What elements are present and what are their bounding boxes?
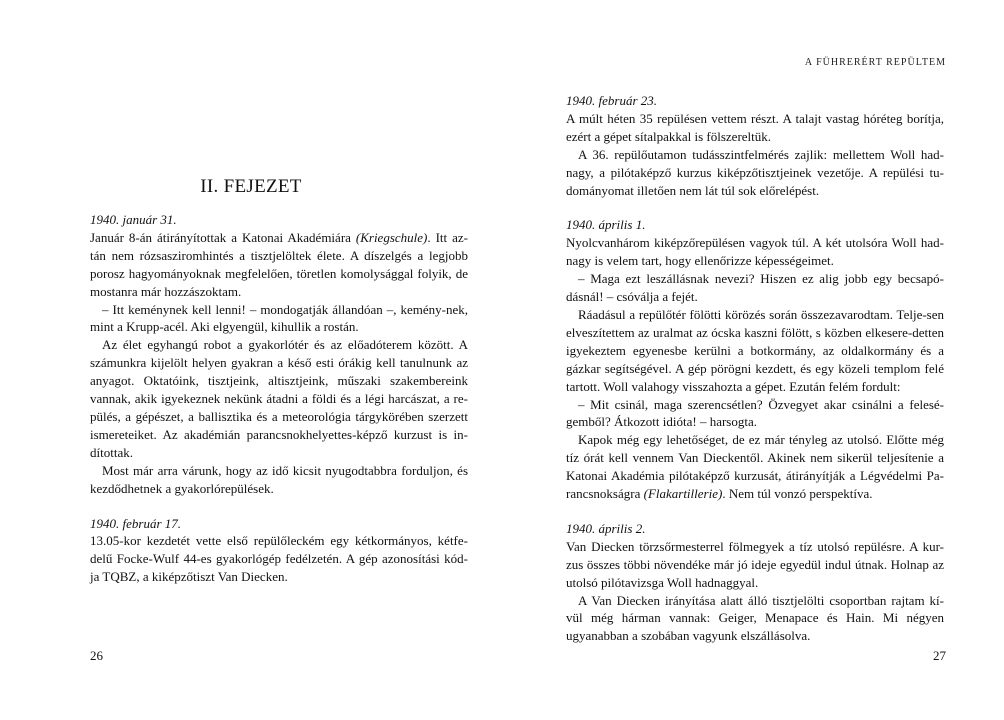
entry-date: 1940. február 17.	[90, 515, 181, 531]
paragraph: – Itt keménynek kell lenni! – mondogatják állandóan –, kemény-nek, mint a Krupp-acél. Aki elgyengül, kihullik a rostán.	[90, 301, 468, 335]
italic-term: (Flakartillerie)	[643, 486, 723, 502]
paragraph: Az élet egyhangú robot a gyakorlótér és az előadóterem között. A számunkra kijelölt helyen gyakran a késő esti órákig kell tanulnunk az anyagot. Oktatóink, tisztjeink, altisztjeink, műszaki szakembereink vannak, akik igyekeznek nekünk átadni a földi és a légi harcászat, a re-pülés, a gépészet, a ballisztika és a meteorológia tárgykörében szerzett ismereteiket. Az akadémián parancsnokhelyettes-képző kurzust is in-dítottak.	[90, 337, 468, 460]
paragraph: Nyolcvanhárom kiképzőrepülésen vagyok túl. A két utolsóra Woll had-nagy is velem tart, hogy ellenőrizze képességeimet.	[566, 235, 944, 269]
diary-entry	[566, 216, 944, 503]
right-page	[502, 0, 1004, 720]
paragraph: Van Diecken törzsőrmesterrel fölmegyek a tíz utolsó repülésre. A kur-zus összes többi növendéke már jó ideje egyedül indul útnak. Holnap az utolsó pilótavizsga Woll hadnaggyal.	[566, 538, 944, 590]
running-head: A FÜHRERÉRT REPÜLTEM	[804, 57, 946, 68]
page-number: 26	[90, 648, 103, 663]
right-text-column	[566, 92, 944, 662]
paragraph: – Mit csinál, maga szerencsétlen? Özvegyet akar csinálni a felesé-gemből? Átkozott idióta! – harsogta.	[566, 396, 944, 430]
chapter-title: II. FEJEZET	[200, 176, 302, 197]
paragraph: 13.05-kor kezdetét vette első repülőleckém egy kétkormányos, kétfe-delű Focke-Wulf 44-es gyakorlógép fedélzetén. A gép azonosítási kód-ja TQBZ, a kiképzőtiszt Van Diecken.	[90, 533, 468, 585]
paragraph: A múlt héten 35 repülésen vettem részt. A talajt vastag hóréteg borítja, ezért a gépet sítalpakkal is fölszereltük.	[566, 110, 944, 144]
paragraph: A 36. repülőutamon tudásszintfelmérés zajlik: mellettem Woll had-nagy, a pilótaképző kurzus kiképzőtisztjeinek vezetője. A repülési tu-dományomat illetően nem lát túl sok előrelépést.	[566, 146, 944, 198]
paragraph: Kapok még egy lehetőséget, de ez már tényleg az utolsó. Előtte még tíz órát kell vennem Van Dieckentől. Akinek nem sikerül teljesítenie a Katonai Akadémia pilótaképző kurzusát, átirányítják a Légvédelmi Pa-rancsnokságra (Flakartillerie). Nem túl vonzó perspektíva.	[566, 432, 944, 502]
entry-date: 1940. január 31.	[90, 212, 177, 227]
diary-entry	[90, 211, 468, 498]
paragraph: – Maga ezt leszállásnak nevezi? Hiszen ez alig jobb egy becsapó-dásnál! – csóválja a fejét.	[566, 271, 944, 305]
diary-entry	[566, 92, 944, 199]
paragraph: A Van Diecken irányítása alatt álló tisztjelölti csoportban rajtam kí-vül még hárman vannak: Geiger, Menapace és Hain. Mi négyen ugyanabban a szobában vagyunk elszállásolva.	[566, 592, 944, 644]
paragraph: Most már arra várunk, hogy az idő kicsit nyugodtabbra forduljon, és kezdődhetnek a gyakorlórepülések.	[90, 462, 468, 496]
diary-entry	[90, 515, 468, 587]
entry-date: 1940. február 23.	[566, 93, 657, 108]
entry-date: 1940. április 2.	[566, 520, 646, 536]
diary-entry	[566, 520, 944, 645]
italic-term: (Kriegschule)	[355, 229, 428, 245]
paragraph: Ráadásul a repülőtér fölötti körözés során összezavarodtam. Telje-sen elveszítettem az uralmat az ócska kaszni fölött, s közben elkesere-detten igyekeztem egyenesbe kerülni a botkormány, az oldalkormány és a gázkar segítségével. A gép pörögni kezdett, és egy közeli templom felé tartott. Woll valahogy visszahozta a gépet. Ezután felém fordult:	[566, 306, 944, 394]
entry-date: 1940. április 1.	[566, 217, 646, 233]
page-number: 27	[933, 648, 946, 663]
left-text-column	[90, 211, 468, 603]
paragraph: Január 8-án átirányítottak a Katonai Akadémiára (Kriegschule). Itt az-tán nem rózsasziromhintés a tisztjelöltek élete. A díszelgés a legjobb porosz hagyományoknak megfelelően, töretlen komolysággal folyik, de mostanra már hozzászoktam.	[90, 229, 468, 299]
